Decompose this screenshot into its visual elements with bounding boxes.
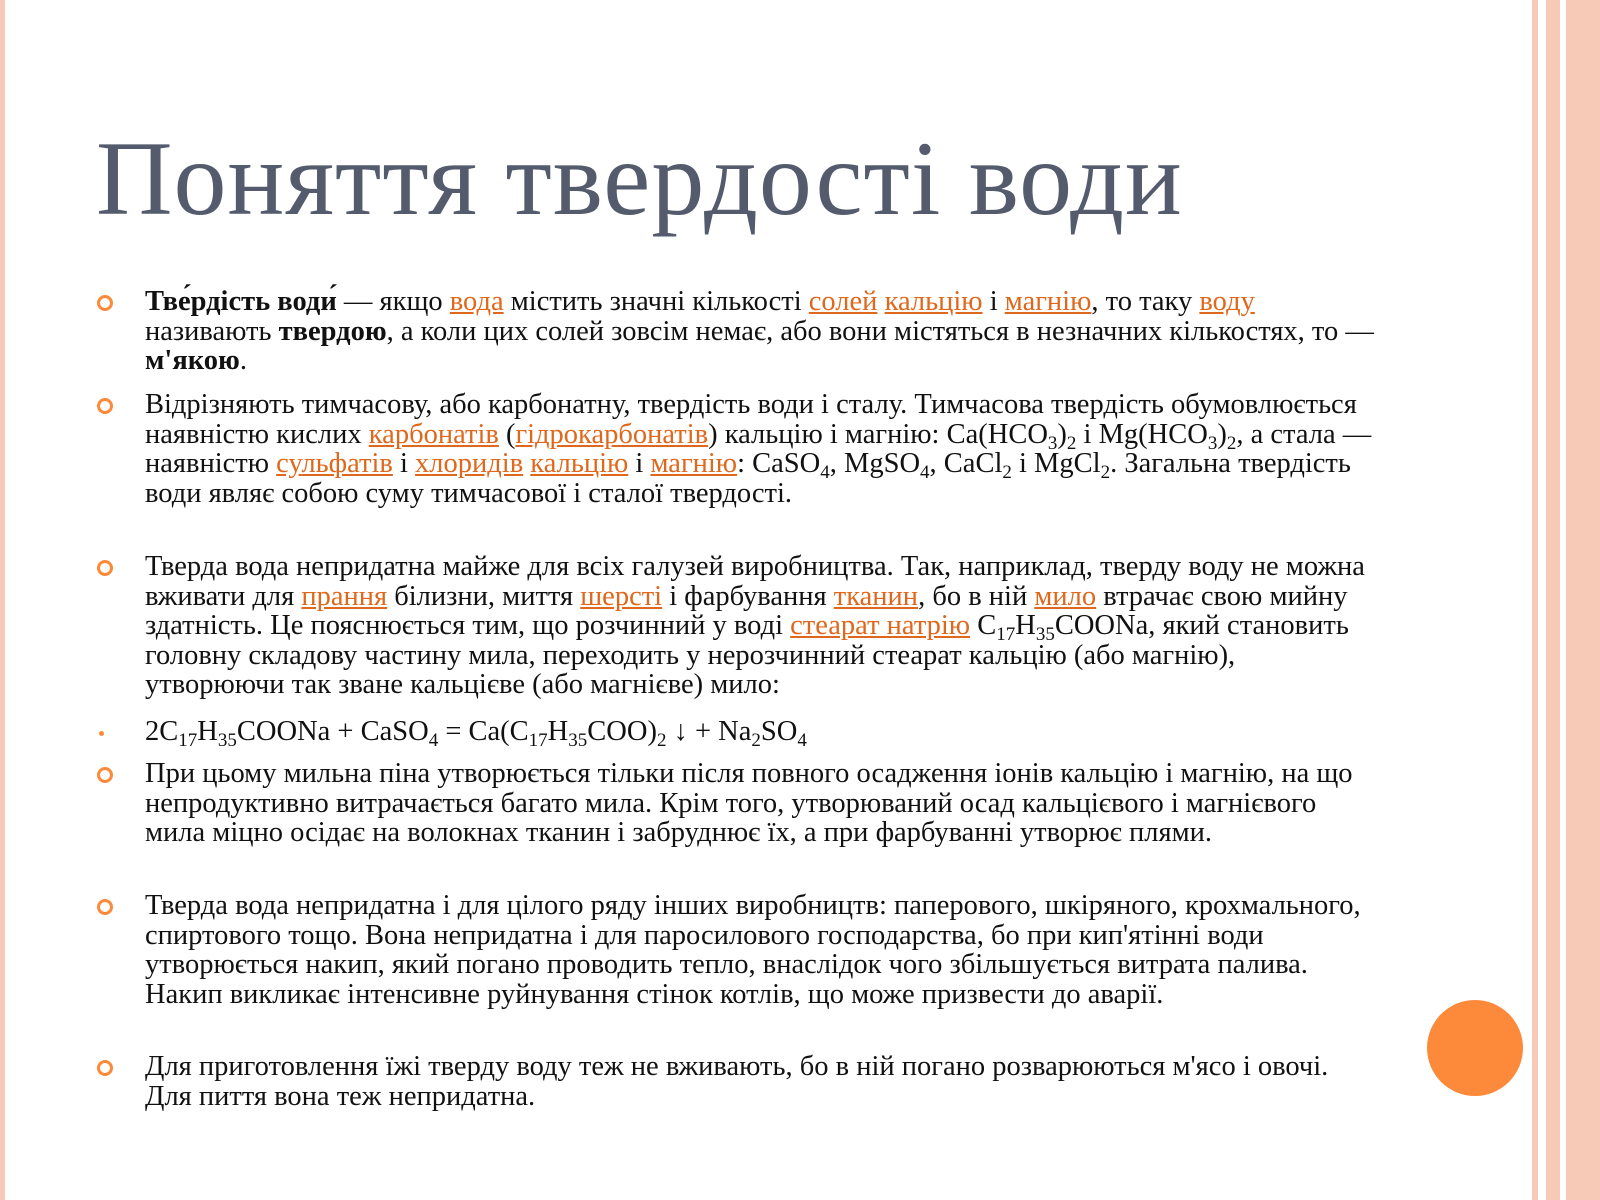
paragraph-industry: Тверда вода непридатна майже для всіх галузей виробництва. Так, наприклад, тверду воду не можна вживати для прання білизни, миття шерсті і фарбування тканин, бо в ній мило втрачає свою мийну здатність. Це пояснюється тим, що розчинний у воді стеарат натрію $C_{17}H_{35}COONa$, який становить головну складову частину мила, переходить у нерозчинний стеарат кальцію (або магнію), утворюючи так зване кальцієве (або магнієве) мило: [145,551,1365,700]
link-hidrokarbonativ[interactable]: гідрокарбонатів [515,418,709,450]
link-voda[interactable]: вода [449,286,504,317]
link-sulfativ[interactable]: сульфатів [276,448,393,479]
link-vodu[interactable]: воду [1199,286,1255,317]
link-tkanyn[interactable]: тканин [833,580,919,612]
term-myakoyu: м'якою [145,345,240,376]
bullet-icon [97,767,113,783]
link-shersti[interactable]: шерсті [580,580,663,612]
bullet-icon [97,295,113,311]
link-khlorydiv[interactable]: хлоридів [415,448,524,479]
link-prannya[interactable]: прання [301,580,388,612]
paragraph-definition: Тве́рдість води́ — якщо вода містить значні кількості солей кальцію і магнію, то таку воду називають твердою, а коли цих солей зовсім немає, або вони містяться в незначних кількостях, то — м'якою. [145,286,1374,376]
bullet-dot-icon [99,731,104,736]
bullet-icon [97,398,113,414]
bullet-icon [97,899,113,915]
term-hardness: Тве́рдість води́ [145,286,337,317]
slide-title: Поняття твердості води [96,120,1183,237]
link-mylo[interactable]: мило [1034,580,1097,612]
link-kaltsiyu-2[interactable]: кальцію [530,448,629,479]
equation: $2C_{17}H_{35}COONa$ + CaSO$_4$ = $Ca(C_{17}H_{35}COO)_2$ ↓ + $Na_2SO_4$ [145,716,807,751]
link-solei[interactable]: солей [808,286,878,317]
term-tverdoyu: твердою [278,315,387,347]
link-karbonativ[interactable]: карбонатів [368,418,499,450]
bullet-icon [97,1060,113,1076]
paragraph-soap-foam: При цьому мильна піна утворюється тільки після повного осадження іонів кальцію і магнію, на що непродуктивно витрачається багато мила. Крім того, утворюваний осад кальцієвого і магнієвого мила міцно осідає на волокнах тканин і забруднює їх, а при фарбуванні утворює плями. [145,758,1353,848]
paragraph-boilers: Тверда вода непридатна і для цілого ряду інших виробництв: паперового, шкіряного, крохмального, спиртового тощо. Вона непридатна і для паросилового господарства, бо при кип'ятінні води утворюється накип, який погано проводить тепло, внаслідок чого збільшується витрата палива. Накип викликає інтенсивне руйнування стінок котлів, що може призвести до аварії. [145,890,1361,1010]
link-magniyu[interactable]: магнію [1004,286,1092,317]
bullet-icon [97,560,113,576]
link-magniyu-2[interactable]: магнію [650,448,738,479]
paragraph-types: Відрізняють тимчасову, або карбонатну, твердість води і сталу. Тимчасова твердість обумовлюється наявністю кислих карбонатів (гідрокарбонатів) кальцію і магнію: $Ca(HCO_3)_2$ і $Mg(HCO_3)_2$, а стала — наявністю сульфатів і хлоридів кальцію і магнію: CaSO$_4$, MgSO$_4$, CaCl$_2$ і MgCl$_2$. Загальна твердість води являє собою суму тимчасової і сталої твердості. [145,389,1372,509]
link-kaltsiyu[interactable]: кальцію [884,286,983,317]
link-stearat-natriyu[interactable]: стеарат натрію [790,610,971,641]
paragraph-food: Для приготовлення їжі тверду воду теж не вживають, бо в ній погано розварюються м'ясо і овочі. Для пиття вона теж непридатна. [145,1051,1329,1112]
